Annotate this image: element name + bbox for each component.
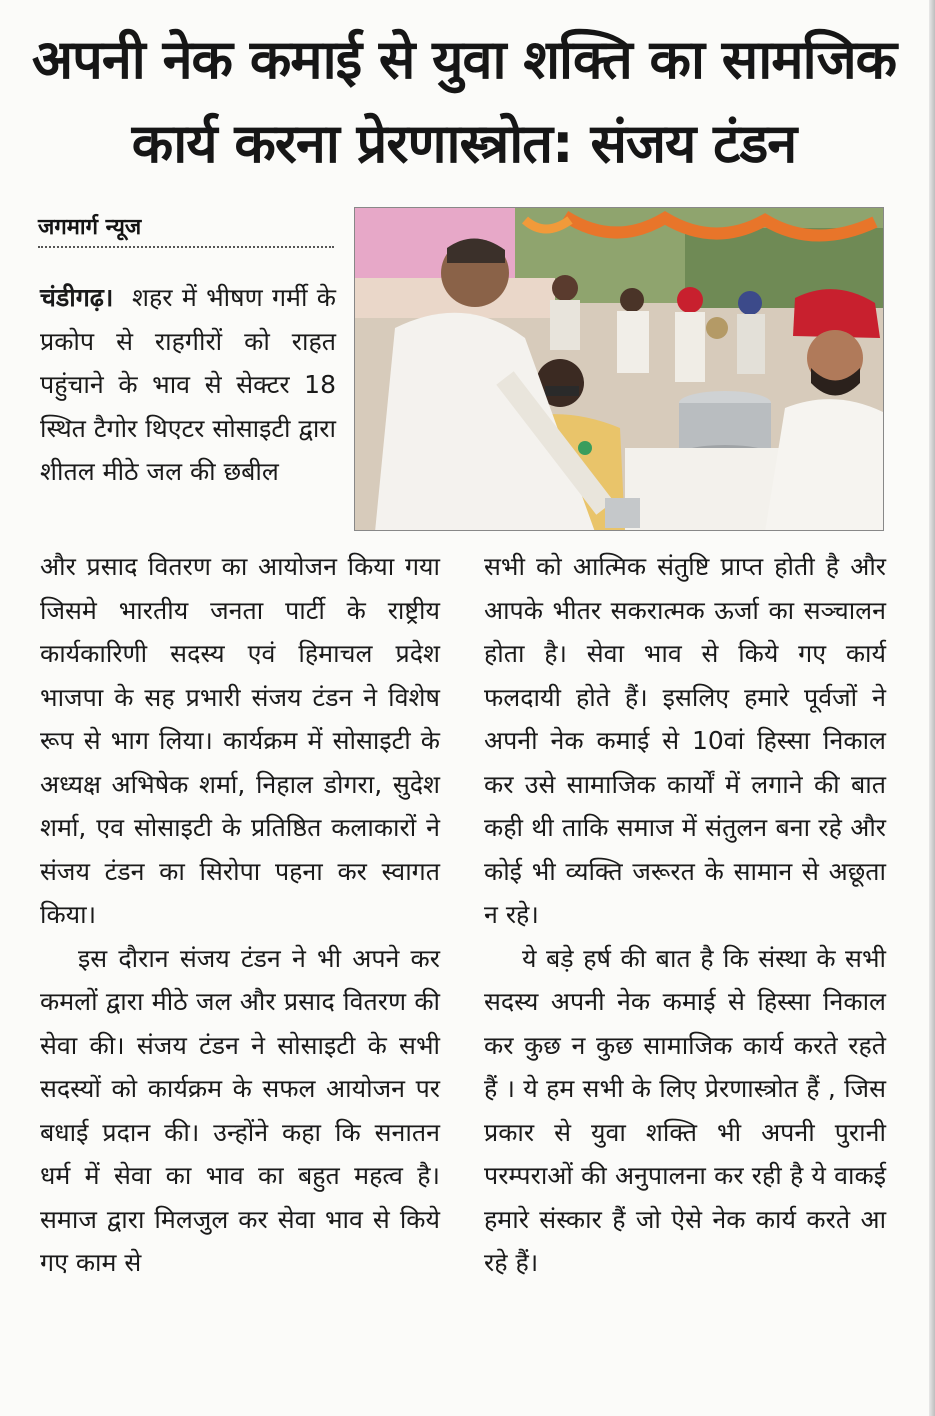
dateline: चंडीगढ़।: [40, 283, 114, 312]
headline-line-2: कार्य करना प्रेरणास्त्रोत: संजय टंडन: [131, 112, 797, 175]
byline: जगमार्ग न्यूज: [38, 210, 334, 248]
column-a: [40, 276, 336, 494]
column-a-text: शहर में भीषण गर्मी के प्रकोप से राहगीरों को राहत पहुंचाने के भाव से सेक्टर 18 स्थित टैगोर थिएटर सोसाइटी द्वारा शीतल मीठे जल की छबील: [40, 283, 336, 486]
column-c: [484, 545, 886, 1285]
page-edge-shadow: [929, 0, 935, 1416]
headline: [14, 18, 914, 186]
event-photo: [354, 207, 884, 531]
column-b: [40, 545, 440, 1285]
column-c-paragraph-2: ये बड़े हर्ष की बात है कि संस्था के सभी सदस्य अपनी नेक कमाई से हिस्सा निकाल कर कुछ न कुछ सामाजिक कार्य करते रहते हैं । ये हम सभी के लिए प्रेरणास्त्रोत हैं , जिस प्रकार से युवा शक्ति भी अपनी पुरानी परम्पराओं की अनुपालना कर रही है ये वाकई हमारे संस्कार हैं जो ऐसे नेक कार्य करते आ रहे हैं।: [484, 943, 886, 1277]
column-c-paragraph-1: सभी को आत्मिक संतुष्टि प्राप्त होती है और आपके भीतर सकरात्मक ऊर्जा का सञ्चालन होता है। सेवा भाव से किये गए कार्य फलदायी होते हैं। इसलिए हमारे पूर्वजों ने अपनी नेक कमाई से 10वां हिस्सा निकाल कर उसे सामाजिक कार्यों में लगाने की बात कही थी ताकि समाज में संतुलन बना रहे और कोई भी व्यक्ति जरूरत के सामान से अछूता न रहे।: [484, 552, 886, 929]
headline-line-1: अपनी नेक कमाई से युवा शक्ति का सामजिक: [31, 28, 897, 91]
column-b-paragraph-1: और प्रसाद वितरण का आयोजन किया गया जिसमे भारतीय जनता पार्टी के राष्ट्रीय कार्यकारिणी सदस्य एवं हिमाचल प्रदेश भाजपा के सह प्रभारी संजय टंडन ने विशेष रूप से भाग लिया। कार्यक्रम में सोसाइटी के अध्यक्ष अभिषेक शर्मा, निहाल डोगरा, सुदेश शर्मा, एव सोसाइटी के प्रतिष्ठित कलाकारों ने संजय टंडन का सिरोपा पहना कर स्वागत किया।: [40, 552, 440, 929]
column-b-paragraph-2: इस दौरान संजय टंडन ने भी अपने कर कमलों द्वारा मीठे जल और प्रसाद वितरण की सेवा की। संजय टंडन ने सोसाइटी के सभी सदस्यों को कार्यक्रम के सफल आयोजन पर बधाई प्रदान की। उन्होंने कहा कि सनातन धर्म में सेवा का भाव का बहुत महत्व है। समाज द्वारा मिलजुल कर सेवा भाव से किये गए काम से: [40, 943, 440, 1277]
